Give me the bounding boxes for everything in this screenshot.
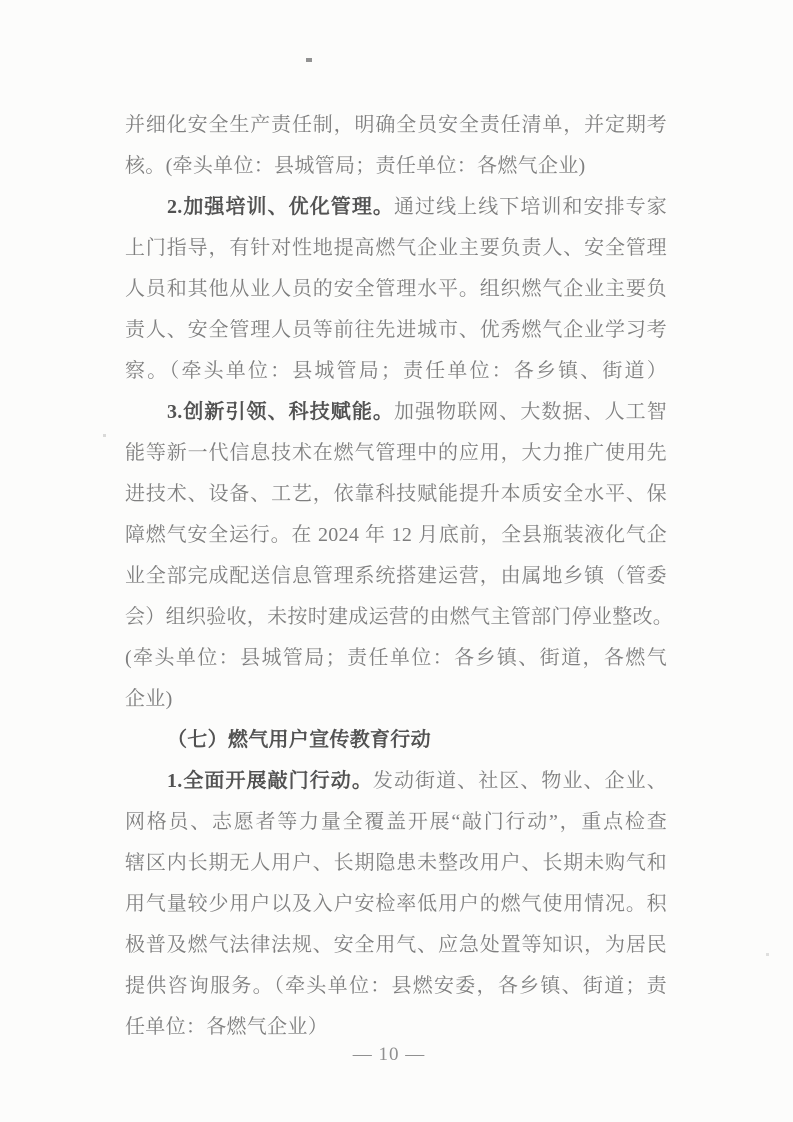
paragraph-line: 2.加强培训、优化管理。通过线上线下培训和安排专家 (167, 196, 667, 218)
scan-artifact (103, 434, 106, 437)
paragraph-line: 用气量较少用户以及入户安检率低用户的燃气使用情况。积 (125, 893, 667, 915)
paragraph-line: 进技术、设备、工艺，依靠科技赋能提升本质安全水平、保 (125, 483, 667, 505)
paragraph-line: 网格员、志愿者等力量全覆盖开展“敲门行动”，重点检查 (125, 811, 667, 833)
document-content (125, 105, 674, 1048)
paragraph-line: 障燃气安全运行。在 2024 年 12 月底前，全县瓶装液化气企 (125, 524, 667, 546)
scan-artifact (766, 953, 769, 956)
paragraph-line: 企业) (125, 688, 173, 710)
paragraph-line: 任单位：各燃气企业） (125, 1016, 328, 1038)
paragraph-line: 察。（牵头单位：县城管局；责任单位：各乡镇、街道） (125, 360, 667, 382)
item-lead-bold: 1.全面开展敲门行动。 (167, 770, 373, 792)
paragraph-line: 上门指导，有针对性地提高燃气企业主要负责人、安全管理 (125, 237, 667, 259)
paragraph-line: 提供咨询服务。（牵头单位：县燃安委，各乡镇、街道；责 (125, 975, 667, 997)
page-number: — 10 — (352, 1044, 426, 1065)
paragraph-line: 1.全面开展敲门行动。发动街道、社区、物业、企业、 (167, 770, 667, 792)
scan-artifact (306, 58, 312, 62)
paragraph-line: 3.创新引领、科技赋能。加强物联网、大数据、人工智 (167, 401, 667, 423)
paragraph-line: 会）组织验收，未按时建成运营的由燃气主管部门停业整改。 (125, 606, 674, 628)
paragraph-line: 辖区内长期无人用户、长期隐患未整改用户、长期未购气和 (125, 852, 667, 874)
section-heading: （七）燃气用户宣传教育行动 (167, 729, 431, 751)
paragraph-line: 业全部完成配送信息管理系统搭建运营，由属地乡镇（管委 (125, 565, 667, 587)
paragraph-line: 能等新一代信息技术在燃气管理中的应用，大力推广使用先 (125, 442, 667, 464)
paragraph-line: 极普及燃气法律法规、安全用气、应急处置等知识，为居民 (125, 934, 667, 956)
paragraph-line: (牵头单位：县城管局；责任单位：各乡镇、街道，各燃气 (125, 647, 667, 669)
paragraph-line: 并细化安全生产责任制，明确全员安全责任清单，并定期考 (125, 114, 667, 136)
paragraph-line: 人员和其他从业人员的安全管理水平。组织燃气企业主要负 (125, 278, 667, 300)
paragraph-line: 核。(牵头单位：县城管局；责任单位：各燃气企业) (125, 155, 586, 177)
paragraph-line: 责人、安全管理人员等前往先进城市、优秀燃气企业学习考 (125, 319, 667, 341)
item-lead-bold: 3.创新引领、科技赋能。 (167, 401, 394, 423)
item-lead-bold: 2.加强培训、优化管理。 (167, 196, 394, 218)
